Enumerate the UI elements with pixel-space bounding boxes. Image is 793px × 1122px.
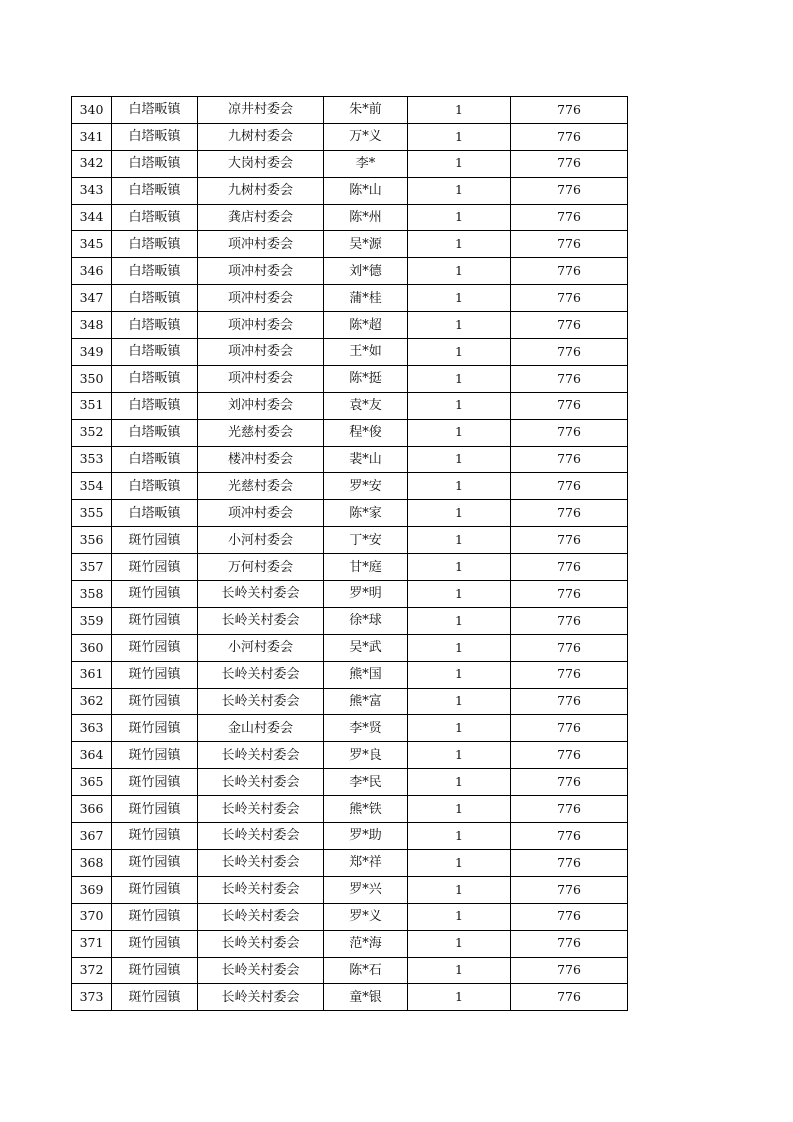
quantity-cell: 1 bbox=[408, 688, 511, 715]
recipient-name-cell: 徐*球 bbox=[324, 607, 408, 634]
amount-cell: 776 bbox=[511, 312, 628, 339]
recipient-name-cell: 蒲*桂 bbox=[324, 285, 408, 312]
amount-cell: 776 bbox=[511, 365, 628, 392]
amount-cell: 776 bbox=[511, 500, 628, 527]
quantity-cell: 1 bbox=[408, 285, 511, 312]
village-committee-cell: 长岭关村委会 bbox=[198, 984, 324, 1011]
table-row bbox=[72, 446, 628, 473]
recipient-name-cell: 陈*挺 bbox=[324, 365, 408, 392]
recipient-name-cell: 陈*山 bbox=[324, 177, 408, 204]
table-row bbox=[72, 339, 628, 366]
table-row bbox=[72, 796, 628, 823]
recipient-name-cell: 罗*义 bbox=[324, 903, 408, 930]
village-committee-cell: 小河村委会 bbox=[198, 527, 324, 554]
quantity-cell: 1 bbox=[408, 930, 511, 957]
recipient-name-cell: 李* bbox=[324, 150, 408, 177]
quantity-cell: 1 bbox=[408, 661, 511, 688]
row-number-cell: 355 bbox=[72, 500, 112, 527]
table-row bbox=[72, 312, 628, 339]
table-row bbox=[72, 876, 628, 903]
table-row bbox=[72, 769, 628, 796]
recipient-name-cell: 刘*德 bbox=[324, 258, 408, 285]
table-row bbox=[72, 150, 628, 177]
table-row bbox=[72, 607, 628, 634]
table-row bbox=[72, 285, 628, 312]
recipient-name-cell: 熊*铁 bbox=[324, 796, 408, 823]
amount-cell: 776 bbox=[511, 796, 628, 823]
quantity-cell: 1 bbox=[408, 742, 511, 769]
town-cell: 斑竹园镇 bbox=[112, 715, 198, 742]
village-committee-cell: 长岭关村委会 bbox=[198, 769, 324, 796]
recipient-name-cell: 丁*安 bbox=[324, 527, 408, 554]
table-row bbox=[72, 930, 628, 957]
amount-cell: 776 bbox=[511, 715, 628, 742]
recipient-name-cell: 罗*良 bbox=[324, 742, 408, 769]
row-number-cell: 360 bbox=[72, 634, 112, 661]
village-committee-cell: 长岭关村委会 bbox=[198, 607, 324, 634]
table-row bbox=[72, 97, 628, 124]
recipient-name-cell: 童*银 bbox=[324, 984, 408, 1011]
recipient-name-cell: 袁*友 bbox=[324, 392, 408, 419]
amount-cell: 776 bbox=[511, 231, 628, 258]
quantity-cell: 1 bbox=[408, 473, 511, 500]
recipient-name-cell: 陈*石 bbox=[324, 957, 408, 984]
village-committee-cell: 长岭关村委会 bbox=[198, 823, 324, 850]
amount-cell: 776 bbox=[511, 742, 628, 769]
village-committee-cell: 项冲村委会 bbox=[198, 365, 324, 392]
row-number-cell: 362 bbox=[72, 688, 112, 715]
table-row bbox=[72, 688, 628, 715]
village-committee-cell: 长岭关村委会 bbox=[198, 581, 324, 608]
table-row bbox=[72, 204, 628, 231]
town-cell: 斑竹园镇 bbox=[112, 554, 198, 581]
town-cell: 白塔畈镇 bbox=[112, 285, 198, 312]
quantity-cell: 1 bbox=[408, 769, 511, 796]
amount-cell: 776 bbox=[511, 554, 628, 581]
quantity-cell: 1 bbox=[408, 339, 511, 366]
row-number-cell: 358 bbox=[72, 581, 112, 608]
quantity-cell: 1 bbox=[408, 97, 511, 124]
village-committee-cell: 长岭关村委会 bbox=[198, 849, 324, 876]
town-cell: 斑竹园镇 bbox=[112, 661, 198, 688]
amount-cell: 776 bbox=[511, 957, 628, 984]
quantity-cell: 1 bbox=[408, 903, 511, 930]
quantity-cell: 1 bbox=[408, 312, 511, 339]
town-cell: 白塔畈镇 bbox=[112, 446, 198, 473]
amount-cell: 776 bbox=[511, 123, 628, 150]
quantity-cell: 1 bbox=[408, 150, 511, 177]
quantity-cell: 1 bbox=[408, 365, 511, 392]
town-cell: 白塔畈镇 bbox=[112, 97, 198, 124]
recipient-name-cell: 万*义 bbox=[324, 123, 408, 150]
table-row bbox=[72, 957, 628, 984]
row-number-cell: 349 bbox=[72, 339, 112, 366]
amount-cell: 776 bbox=[511, 581, 628, 608]
recipient-name-cell: 王*如 bbox=[324, 339, 408, 366]
town-cell: 斑竹园镇 bbox=[112, 769, 198, 796]
town-cell: 斑竹园镇 bbox=[112, 957, 198, 984]
amount-cell: 776 bbox=[511, 823, 628, 850]
recipient-name-cell: 吴*武 bbox=[324, 634, 408, 661]
town-cell: 白塔畈镇 bbox=[112, 339, 198, 366]
amount-cell: 776 bbox=[511, 473, 628, 500]
row-number-cell: 342 bbox=[72, 150, 112, 177]
table-row bbox=[72, 581, 628, 608]
quantity-cell: 1 bbox=[408, 392, 511, 419]
quantity-cell: 1 bbox=[408, 419, 511, 446]
village-committee-cell: 万何村委会 bbox=[198, 554, 324, 581]
row-number-cell: 347 bbox=[72, 285, 112, 312]
village-committee-cell: 凉井村委会 bbox=[198, 97, 324, 124]
amount-cell: 776 bbox=[511, 876, 628, 903]
amount-cell: 776 bbox=[511, 769, 628, 796]
quantity-cell: 1 bbox=[408, 500, 511, 527]
quantity-cell: 1 bbox=[408, 581, 511, 608]
recipient-name-cell: 罗*明 bbox=[324, 581, 408, 608]
amount-cell: 776 bbox=[511, 285, 628, 312]
table-row bbox=[72, 365, 628, 392]
row-number-cell: 365 bbox=[72, 769, 112, 796]
village-committee-cell: 长岭关村委会 bbox=[198, 930, 324, 957]
row-number-cell: 340 bbox=[72, 97, 112, 124]
table-row bbox=[72, 742, 628, 769]
amount-cell: 776 bbox=[511, 634, 628, 661]
quantity-cell: 1 bbox=[408, 984, 511, 1011]
town-cell: 斑竹园镇 bbox=[112, 876, 198, 903]
village-committee-cell: 项冲村委会 bbox=[198, 258, 324, 285]
quantity-cell: 1 bbox=[408, 715, 511, 742]
town-cell: 斑竹园镇 bbox=[112, 688, 198, 715]
amount-cell: 776 bbox=[511, 446, 628, 473]
recipient-name-cell: 吴*源 bbox=[324, 231, 408, 258]
village-committee-cell: 长岭关村委会 bbox=[198, 688, 324, 715]
table-row bbox=[72, 473, 628, 500]
village-committee-cell: 长岭关村委会 bbox=[198, 796, 324, 823]
amount-cell: 776 bbox=[511, 930, 628, 957]
village-committee-cell: 金山村委会 bbox=[198, 715, 324, 742]
town-cell: 白塔畈镇 bbox=[112, 365, 198, 392]
row-number-cell: 341 bbox=[72, 123, 112, 150]
town-cell: 白塔畈镇 bbox=[112, 258, 198, 285]
village-committee-cell: 九树村委会 bbox=[198, 177, 324, 204]
table-row bbox=[72, 661, 628, 688]
quantity-cell: 1 bbox=[408, 446, 511, 473]
roster-table bbox=[71, 96, 628, 1011]
row-number-cell: 371 bbox=[72, 930, 112, 957]
town-cell: 斑竹园镇 bbox=[112, 607, 198, 634]
town-cell: 白塔畈镇 bbox=[112, 419, 198, 446]
village-committee-cell: 长岭关村委会 bbox=[198, 876, 324, 903]
amount-cell: 776 bbox=[511, 419, 628, 446]
quantity-cell: 1 bbox=[408, 957, 511, 984]
town-cell: 斑竹园镇 bbox=[112, 581, 198, 608]
row-number-cell: 366 bbox=[72, 796, 112, 823]
row-number-cell: 353 bbox=[72, 446, 112, 473]
row-number-cell: 372 bbox=[72, 957, 112, 984]
town-cell: 白塔畈镇 bbox=[112, 123, 198, 150]
quantity-cell: 1 bbox=[408, 796, 511, 823]
quantity-cell: 1 bbox=[408, 823, 511, 850]
amount-cell: 776 bbox=[511, 204, 628, 231]
roster-table-body bbox=[72, 97, 628, 1011]
recipient-name-cell: 熊*国 bbox=[324, 661, 408, 688]
village-committee-cell: 光慈村委会 bbox=[198, 419, 324, 446]
town-cell: 斑竹园镇 bbox=[112, 796, 198, 823]
amount-cell: 776 bbox=[511, 527, 628, 554]
row-number-cell: 370 bbox=[72, 903, 112, 930]
table-row bbox=[72, 231, 628, 258]
village-committee-cell: 项冲村委会 bbox=[198, 312, 324, 339]
recipient-name-cell: 陈*超 bbox=[324, 312, 408, 339]
village-committee-cell: 长岭关村委会 bbox=[198, 661, 324, 688]
recipient-name-cell: 罗*助 bbox=[324, 823, 408, 850]
town-cell: 斑竹园镇 bbox=[112, 849, 198, 876]
town-cell: 斑竹园镇 bbox=[112, 930, 198, 957]
amount-cell: 776 bbox=[511, 903, 628, 930]
recipient-name-cell: 裴*山 bbox=[324, 446, 408, 473]
table-row bbox=[72, 123, 628, 150]
row-number-cell: 361 bbox=[72, 661, 112, 688]
table-row bbox=[72, 177, 628, 204]
row-number-cell: 343 bbox=[72, 177, 112, 204]
town-cell: 斑竹园镇 bbox=[112, 823, 198, 850]
row-number-cell: 364 bbox=[72, 742, 112, 769]
village-committee-cell: 小河村委会 bbox=[198, 634, 324, 661]
amount-cell: 776 bbox=[511, 607, 628, 634]
village-committee-cell: 刘冲村委会 bbox=[198, 392, 324, 419]
row-number-cell: 346 bbox=[72, 258, 112, 285]
quantity-cell: 1 bbox=[408, 554, 511, 581]
village-committee-cell: 项冲村委会 bbox=[198, 339, 324, 366]
recipient-name-cell: 陈*州 bbox=[324, 204, 408, 231]
row-number-cell: 357 bbox=[72, 554, 112, 581]
village-committee-cell: 大岗村委会 bbox=[198, 150, 324, 177]
town-cell: 斑竹园镇 bbox=[112, 527, 198, 554]
table-row bbox=[72, 392, 628, 419]
table-row bbox=[72, 419, 628, 446]
amount-cell: 776 bbox=[511, 688, 628, 715]
table-row bbox=[72, 984, 628, 1011]
village-committee-cell: 光慈村委会 bbox=[198, 473, 324, 500]
quantity-cell: 1 bbox=[408, 607, 511, 634]
table-row bbox=[72, 715, 628, 742]
recipient-name-cell: 范*海 bbox=[324, 930, 408, 957]
recipient-name-cell: 罗*安 bbox=[324, 473, 408, 500]
table-row bbox=[72, 849, 628, 876]
row-number-cell: 351 bbox=[72, 392, 112, 419]
recipient-name-cell: 李*贤 bbox=[324, 715, 408, 742]
town-cell: 斑竹园镇 bbox=[112, 742, 198, 769]
row-number-cell: 354 bbox=[72, 473, 112, 500]
table-row bbox=[72, 823, 628, 850]
amount-cell: 776 bbox=[511, 984, 628, 1011]
amount-cell: 776 bbox=[511, 97, 628, 124]
recipient-name-cell: 罗*兴 bbox=[324, 876, 408, 903]
recipient-name-cell: 甘*庭 bbox=[324, 554, 408, 581]
row-number-cell: 368 bbox=[72, 849, 112, 876]
row-number-cell: 348 bbox=[72, 312, 112, 339]
village-committee-cell: 九树村委会 bbox=[198, 123, 324, 150]
row-number-cell: 373 bbox=[72, 984, 112, 1011]
quantity-cell: 1 bbox=[408, 177, 511, 204]
amount-cell: 776 bbox=[511, 258, 628, 285]
row-number-cell: 352 bbox=[72, 419, 112, 446]
quantity-cell: 1 bbox=[408, 123, 511, 150]
town-cell: 白塔畈镇 bbox=[112, 150, 198, 177]
village-committee-cell: 长岭关村委会 bbox=[198, 742, 324, 769]
table-row bbox=[72, 500, 628, 527]
row-number-cell: 367 bbox=[72, 823, 112, 850]
table-row bbox=[72, 258, 628, 285]
recipient-name-cell: 程*俊 bbox=[324, 419, 408, 446]
town-cell: 斑竹园镇 bbox=[112, 634, 198, 661]
quantity-cell: 1 bbox=[408, 527, 511, 554]
village-committee-cell: 项冲村委会 bbox=[198, 285, 324, 312]
table-row bbox=[72, 554, 628, 581]
quantity-cell: 1 bbox=[408, 634, 511, 661]
row-number-cell: 369 bbox=[72, 876, 112, 903]
town-cell: 斑竹园镇 bbox=[112, 984, 198, 1011]
town-cell: 白塔畈镇 bbox=[112, 473, 198, 500]
quantity-cell: 1 bbox=[408, 204, 511, 231]
table-row bbox=[72, 903, 628, 930]
village-committee-cell: 项冲村委会 bbox=[198, 231, 324, 258]
recipient-name-cell: 陈*家 bbox=[324, 500, 408, 527]
amount-cell: 776 bbox=[511, 392, 628, 419]
town-cell: 白塔畈镇 bbox=[112, 204, 198, 231]
quantity-cell: 1 bbox=[408, 231, 511, 258]
recipient-name-cell: 郑*祥 bbox=[324, 849, 408, 876]
amount-cell: 776 bbox=[511, 661, 628, 688]
table-row bbox=[72, 634, 628, 661]
row-number-cell: 350 bbox=[72, 365, 112, 392]
table-row bbox=[72, 527, 628, 554]
town-cell: 白塔畈镇 bbox=[112, 392, 198, 419]
village-committee-cell: 长岭关村委会 bbox=[198, 903, 324, 930]
quantity-cell: 1 bbox=[408, 258, 511, 285]
row-number-cell: 344 bbox=[72, 204, 112, 231]
recipient-name-cell: 朱*前 bbox=[324, 97, 408, 124]
village-committee-cell: 楼冲村委会 bbox=[198, 446, 324, 473]
village-committee-cell: 长岭关村委会 bbox=[198, 957, 324, 984]
row-number-cell: 356 bbox=[72, 527, 112, 554]
town-cell: 白塔畈镇 bbox=[112, 312, 198, 339]
recipient-name-cell: 熊*富 bbox=[324, 688, 408, 715]
amount-cell: 776 bbox=[511, 339, 628, 366]
row-number-cell: 363 bbox=[72, 715, 112, 742]
town-cell: 白塔畈镇 bbox=[112, 177, 198, 204]
row-number-cell: 345 bbox=[72, 231, 112, 258]
amount-cell: 776 bbox=[511, 849, 628, 876]
town-cell: 斑竹园镇 bbox=[112, 903, 198, 930]
village-committee-cell: 龚店村委会 bbox=[198, 204, 324, 231]
town-cell: 白塔畈镇 bbox=[112, 500, 198, 527]
quantity-cell: 1 bbox=[408, 876, 511, 903]
amount-cell: 776 bbox=[511, 177, 628, 204]
town-cell: 白塔畈镇 bbox=[112, 231, 198, 258]
quantity-cell: 1 bbox=[408, 849, 511, 876]
amount-cell: 776 bbox=[511, 150, 628, 177]
village-committee-cell: 项冲村委会 bbox=[198, 500, 324, 527]
recipient-name-cell: 李*民 bbox=[324, 769, 408, 796]
row-number-cell: 359 bbox=[72, 607, 112, 634]
